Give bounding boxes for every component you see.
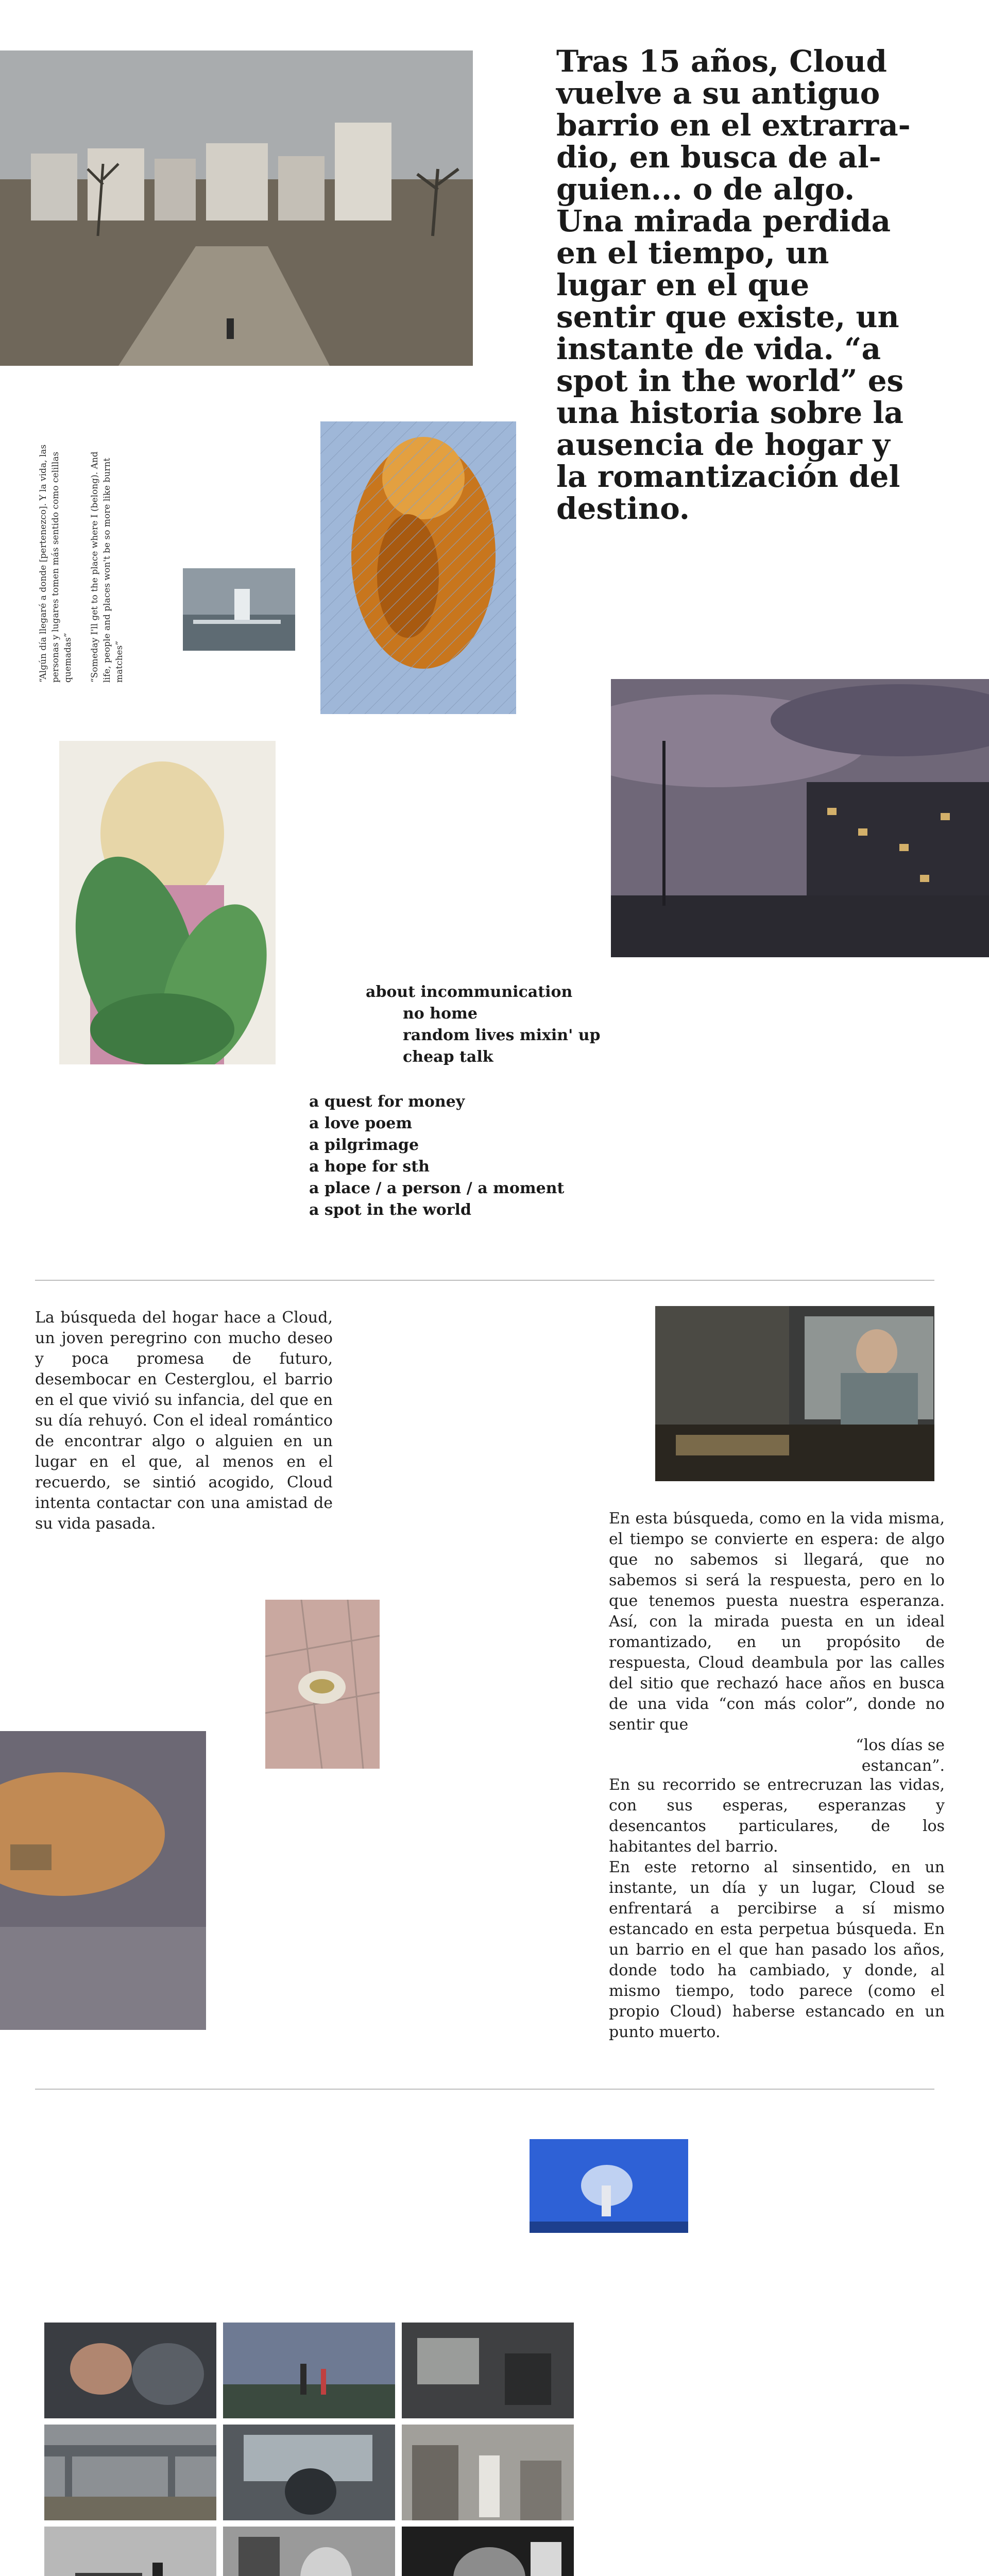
keyword-item: a place / a person / a moment xyxy=(309,1179,565,1197)
keyword-item: a quest for money xyxy=(309,1093,465,1111)
still-7 xyxy=(44,2527,216,2576)
still-9 xyxy=(402,2527,574,2576)
photo-table-small xyxy=(183,568,295,651)
still-6 xyxy=(402,2425,574,2520)
keyword-lead: about incommunication xyxy=(366,983,573,1001)
quote-english: “Someday I'll get to the place where I (belong). And life, people and places won't be so more like burnt matches” xyxy=(90,451,125,683)
section-divider-2 xyxy=(35,2089,934,2090)
still-4 xyxy=(44,2425,216,2520)
keyword-item: a love poem xyxy=(309,1114,413,1132)
synopsis-quote-days: “los días se estancan”. xyxy=(856,1736,945,1775)
photo-man-control-desk xyxy=(655,1306,934,1481)
synopsis-intro: La búsqueda del hogar hace a Cloud, un joven peregrino con mucho deseo y poca promesa de futuro, desembocar en Cesterglou, el barrio en el que vivió su infancia, del que en su día rehuyó. Con el ideal romántico de encontrar algo o alguien en un lugar en el que, al menos en el recuerdo, se sintió acogido, Cloud intenta contactar con una amistad de su vida pasada. xyxy=(35,1309,333,1533)
keyword-item: a hope for sth xyxy=(309,1158,430,1176)
photo-orange-jacket xyxy=(320,421,516,714)
keyword-item: a pilgrimage xyxy=(309,1136,419,1154)
synopsis-paragraph-3: En este retorno al sinsentido, en un instante, un día y un lugar, Cloud se enfrentará a percibirse a sí mismo estancado en esta perpetua búsqueda. En un barrio en el que han pasado los años, donde todo ha cambiado, y donde, al mismo tiempo, todo parece (como el propio Cloud) haberse estancado en un punto muerto. xyxy=(609,1858,945,2041)
photo-light-wall xyxy=(0,1731,206,2030)
photo-woman-plant xyxy=(59,741,276,1064)
photo-blue-sky-figure xyxy=(530,2139,688,2233)
quote-spanish: “Algún día llegaré a donde [pertenezco]. Y la vida, las personas y lugares tomen más sentido como celillas quemadas” xyxy=(38,444,73,683)
section-divider-1 xyxy=(35,1280,934,1281)
still-5 xyxy=(223,2425,395,2520)
photo-blocks-dusk xyxy=(611,679,989,957)
still-3 xyxy=(402,2323,574,2418)
keyword-item: no home xyxy=(403,1005,478,1023)
still-8 xyxy=(223,2527,395,2576)
still-1 xyxy=(44,2323,216,2418)
keyword-item: cheap talk xyxy=(403,1048,493,1066)
keyword-list-incommunication xyxy=(366,981,634,1068)
photo-suburb-landscape xyxy=(0,50,473,366)
stills-grid xyxy=(44,2323,574,2576)
still-2 xyxy=(223,2323,395,2418)
photo-plate-tiles xyxy=(265,1600,380,1769)
synopsis-paragraph-2: En su recorrido se entrecruzan las vidas, con sus esperas, esperanzas y desencantos particulares, de los habitantes del barrio. xyxy=(609,1776,945,1856)
synopsis-paragraph-1: En esta búsqueda, como en la vida misma, el tiempo se convierte en espera: de algo que no sabemos si llegará, que no sabemos si será la respuesta, pero en lo que tenemos puesta nuestra esperanza. Así, con la mirada puesta en un ideal romantizado, en un propósito de respuesta, Cloud deambula por las calles del sitio que rechazó hace años en busca de una vida “con más color”, donde no sentir que xyxy=(609,1510,945,1734)
keyword-item: random lives mixin' up xyxy=(403,1026,601,1044)
keyword-list-quests xyxy=(309,1091,598,1221)
headline: Tras 15 años, Cloud vuelve a su antiguo barrio en el extrarra-dio, en busca de al-guien... o de algo. Una mirada perdida en el tiempo, un lugar en el que sentir que existe, un instante de vida. “a spot in the world” es una historia sobre la ausencia de hogar y la romantización del destino. xyxy=(556,44,911,526)
keyword-item: a spot in the world xyxy=(309,1201,471,1219)
